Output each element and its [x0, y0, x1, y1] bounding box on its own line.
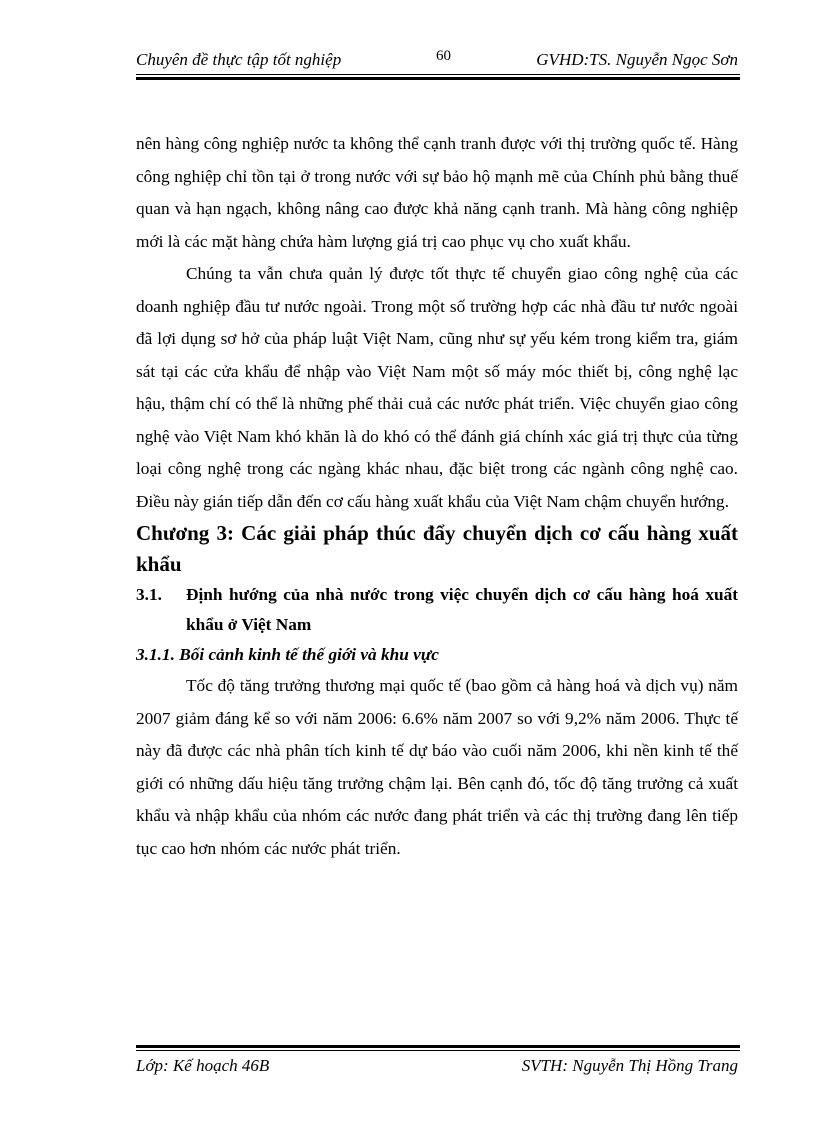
- chapter-heading: Chương 3: Các giải pháp thúc đẩy chuyển dịch cơ cấu hàng xuất khẩu: [136, 521, 738, 576]
- page-header: [136, 48, 738, 72]
- header-rule-thick: [136, 77, 740, 80]
- subsection-heading: 3.1.1. Bối cảnh kinh tế thế giới và khu vực: [136, 645, 439, 664]
- header-supervisor: GVHD:TS. Nguyễn Ngọc Sơn: [536, 50, 738, 69]
- paragraph-3: Tốc độ tăng trưởng thương mại quốc tế (bao gồm cả hàng hoá và dịch vụ) năm 2007 giảm đáng kể so với năm 2006: 6.6% năm 2007 so với 9,2% năm 2006. Thực tế này đã được các nhà phân tích kinh tế dự báo vào cuối năm 2006, khi nền kinh tế thế giới có những dấu hiệu tăng trưởng chậm lại. Bên cạnh đó, tốc độ tăng trưởng cả xuất khẩu và nhập khẩu của nhóm các nước đang phát triển và các thị trường đang lên tiếp tục cao hơn nhóm các nước phát triển.: [136, 676, 738, 858]
- section-title: Định hướng của nhà nước trong việc chuyển dịch cơ cấu hàng hoá xuất khẩu ở Việt Nam: [186, 585, 738, 634]
- footer-class: Lớp: Kế hoạch 46B: [136, 1056, 270, 1075]
- paragraph-1: nên hàng công nghiệp nước ta không thể cạnh tranh được với thị trường quốc tế. Hàng công nghiệp chỉ tồn tại ở trong nước với sự bảo hộ mạnh mẽ của Chính phủ bằng thuế quan và hạn ngạch, không nâng cao được khả năng cạnh tranh. Mà hàng công nghiệp mới là các mặt hàng chứa hàm lượng giá trị cao phục vụ cho xuất khẩu.: [136, 134, 738, 251]
- page-footer: [136, 1056, 738, 1080]
- footer-rule-thin: [136, 1050, 740, 1051]
- section-number: 3.1.: [136, 585, 162, 604]
- footer-rule-thick: [136, 1045, 740, 1048]
- page-body: [136, 128, 738, 865]
- header-course-title: Chuyên đề thực tập tốt nghiệp: [136, 50, 342, 69]
- page-number: 60: [436, 48, 451, 64]
- paragraph-2: Chúng ta vẫn chưa quản lý được tốt thực tế chuyển giao công nghệ của các doanh nghiệp đầu tư nước ngoài. Trong một số trường hợp các nhà đầu tư nước ngoài đã lợi dụng sơ hở của pháp luật Việt Nam, cũng như sự yếu kém trong kiểm tra, giám sát tại các cửa khẩu để nhập vào Việt Nam một số máy móc thiết bị, công nghệ lạc hậu, thậm chí có thể là những phế thải cuả các nước phát triển. Việc chuyển giao công nghệ vào Việt Nam khó khăn là do khó có thể đánh giá chính xác giá trị thực của từng loại công nghệ trong các ngàng khác nhau, đặc biệt trong các ngành công nghệ cao. Điều này gián tiếp dẫn đến cơ cấu hàng xuất khẩu của Việt Nam chậm chuyển hướng.: [136, 264, 738, 511]
- footer-student: SVTH: Nguyễn Thị Hồng Trang: [521, 1056, 738, 1075]
- section-heading: [136, 580, 738, 640]
- header-rule-thin: [136, 74, 740, 75]
